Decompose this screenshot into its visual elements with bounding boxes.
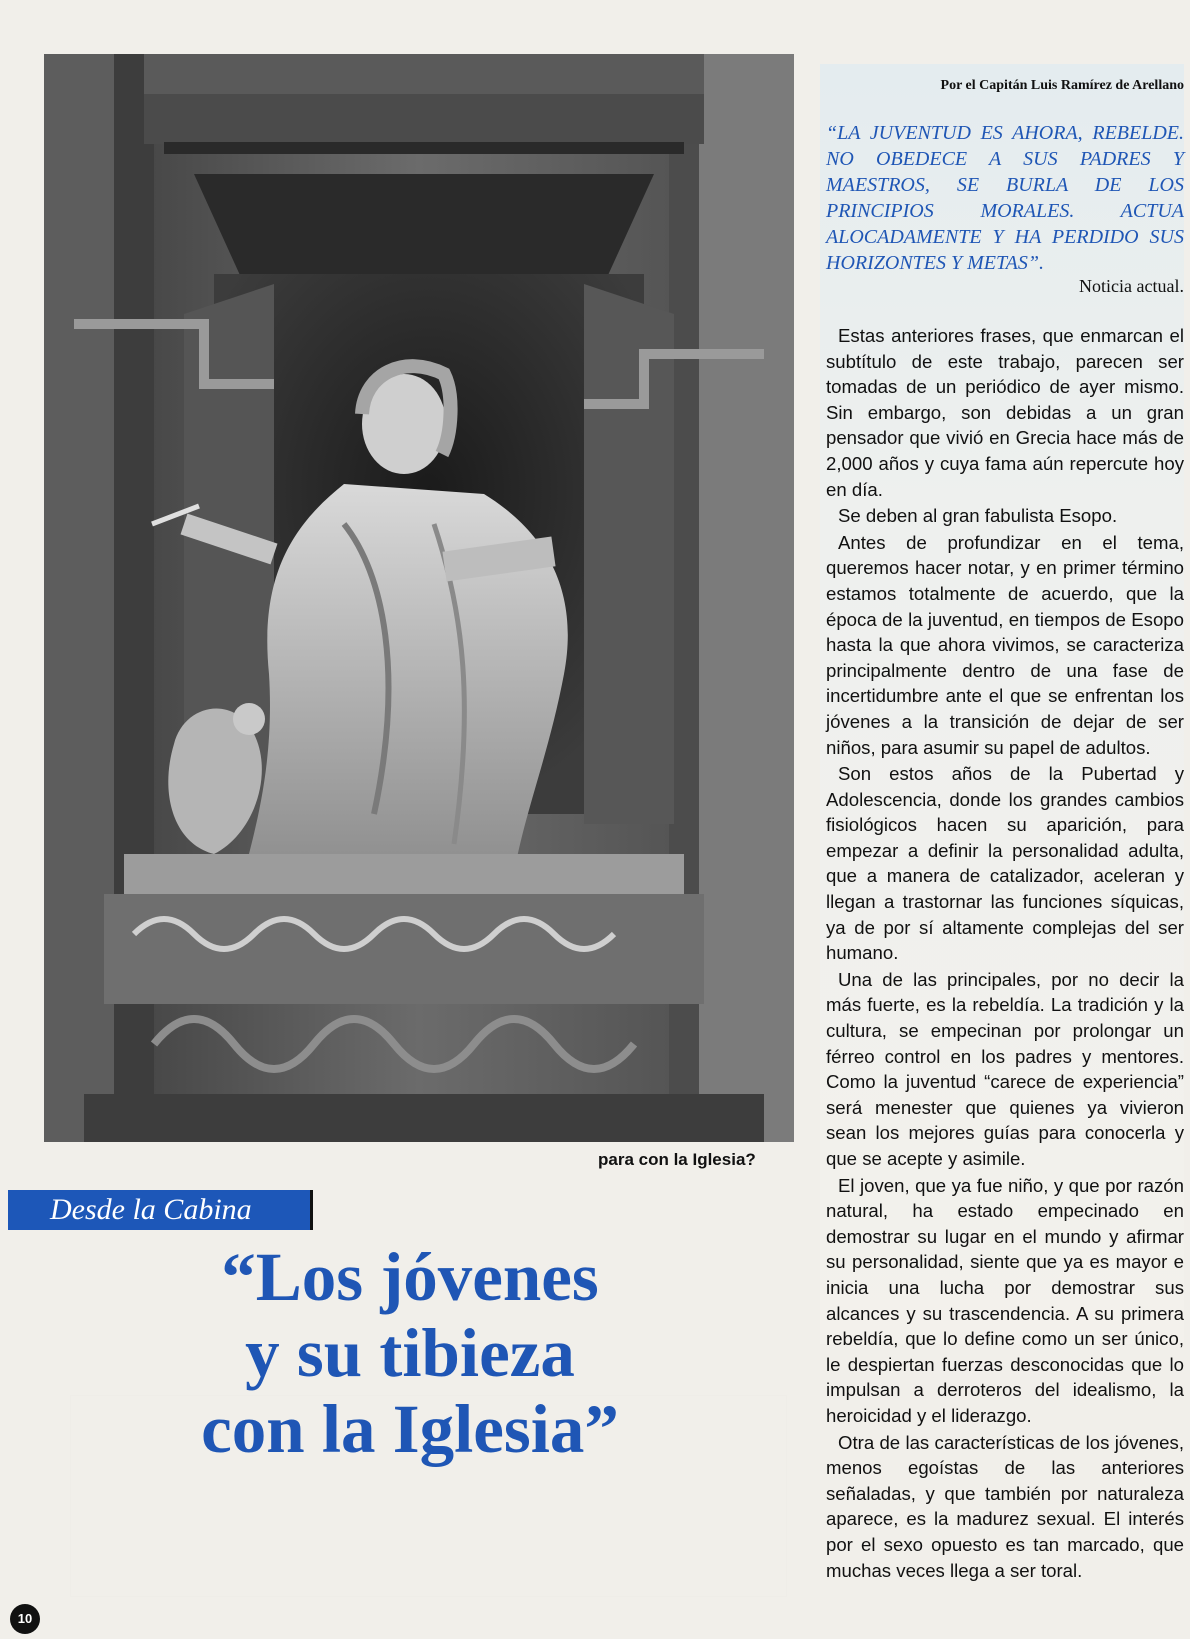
statue-photo-graphic	[44, 54, 794, 1142]
paragraph: Antes de profundizar en el tema, queremos hacer notar, y en primer término estamos totalmente de acuerdo, que la época de la juventud, en tiempos de Esopo hasta la que ahora vivimos, se caracteriza principalmente dentro de una fase de incertidumbre ante el que se enfrentan los jóvenes a la transición de dejar de ser niños, para asumir su papel de adultos.	[826, 531, 1184, 758]
paragraph: Una de las principales, por no decir la más fuerte, es la rebeldía. La tradición y la cultura, se empecinan por prolongar un férreo control en los padres y mentores. Como la juventud “carece de experiencia” será menester que quienes ya vivieron sean los mejores guías para conocerla y que se acepte y asimile.	[826, 968, 1184, 1169]
paragraph: Estas anteriores frases, que enmarcan el subtítulo de este trabajo, parecen ser tomadas de un periódico de ayer mismo. Sin embargo, son debidas a un gran pensador que vivió en Grecia hace más de 2,000 años y cuya fama aún repercute hoy en día.	[826, 325, 1184, 500]
quote-source: Noticia actual.	[1079, 276, 1184, 296]
headline-line-1: “Los jóvenes	[221, 1239, 599, 1315]
statue-photo	[44, 54, 794, 1142]
page-number: 10	[10, 1604, 40, 1634]
photo-caption: para con la Iglesia?	[598, 1150, 756, 1169]
section-tag: Desde la Cabina	[8, 1190, 313, 1230]
opening-quote: “LA JUVENTUD ES AHORA, REBELDE. NO OBEDECE A SUS PADRES Y MAESTROS, SE BURLA DE LOS PRINCIPIOS MORALES. ACTUA ALOCADAMENTE Y HA PERDIDO SUS HORIZONTES Y METAS”.	[826, 122, 1184, 274]
bleed-through-ad	[70, 1395, 787, 1597]
byline: Por el Capitán Luis Ramírez de Arellano	[940, 78, 1184, 93]
paragraph: El joven, que ya fue niño, y que por razón natural, ha estado empecinado en demostrar su lugar en el mundo y afirmar su personalidad, siente que ya es mayor e inicia una lucha por demostrar sus alcances y su trascendencia. A su primera rebeldía, que lo define como un ser único, le despiertan fuerzas desconocidas que lo impulsan a derroteros del idealismo, la heroicidad y el liderazgo.	[826, 1174, 1184, 1426]
paragraph: Otra de las características de los jóvenes, menos egoístas de las anteriores señaladas, y que también por naturaleza aparece, es la madurez sexual. El interés por el sexo opuesto es tan marcado, que muchas veces llega a ser toral.	[826, 1431, 1184, 1581]
paragraph: Se deben al gran fabulista Esopo.	[838, 505, 1118, 527]
headline-line-3: con la Iglesia”	[201, 1390, 619, 1467]
article-column	[826, 78, 1184, 1583]
headline-line-2: y su tibieza	[245, 1314, 575, 1391]
paragraph: Son estos años de la Pubertad y Adolescencia, donde los grandes cambios fisiológicos hacen su aparición, para empezar a definir la personalidad adulta, que a manera de catalizador, aceleran y llegan a trastornar las funciones síquicas, ya de por sí altamente complejas del ser humano.	[826, 763, 1184, 964]
